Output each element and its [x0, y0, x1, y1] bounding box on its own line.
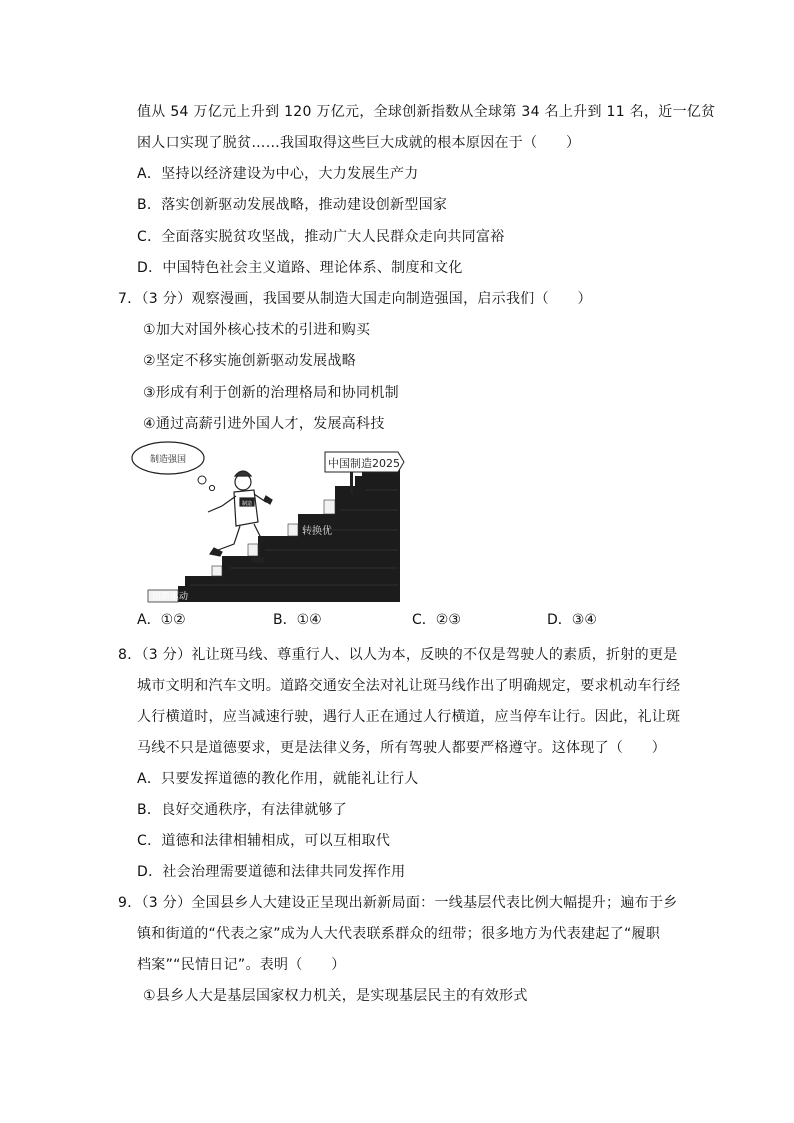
q6-option-d: D．中国特色社会主义道路、理论体系、制度和文化 — [137, 260, 463, 276]
staircase-cartoon — [130, 440, 412, 608]
step-label-bottom: 创新驱动 — [152, 592, 189, 602]
q6-option-b: B．落实创新驱动发展战略，推动建设创新型国家 — [137, 197, 448, 213]
q7-item-1: ①加大对国外核心技术的引进和购买 — [143, 322, 371, 338]
q6-line-1: 值从 54 万亿元上升到 120 万亿元，全球创新指数从全球第 34 名上升到 11 名，近一亿贫 — [137, 104, 716, 120]
step-label-mid: 转换优 — [302, 526, 332, 537]
q9-stem-line-3: 档案”“民情日记”。表明（ ） — [137, 957, 346, 973]
q6-option-c: C．全面落实脱贫攻坚战，推动广大人民群众走向共同富裕 — [137, 229, 505, 245]
q7-choice-d[interactable]: D．③④ — [547, 612, 597, 628]
q6-option-a: A．坚持以经济建设为中心，大力发展生产力 — [137, 166, 419, 182]
q7-stem: 7．（3 分）观察漫画，我国要从制造大国走向制造强国，启示我们（ ） — [118, 291, 592, 307]
worker-badge: 制造 — [242, 501, 253, 507]
q9-stem-line-1: 9．（3 分）全国县乡人大建设正呈现出新新局面：一线基层代表比例大幅提升；遍布于乡 — [118, 895, 678, 911]
q8-option-c: C．道德和法律相辅相成，可以互相取代 — [137, 833, 391, 849]
sign-text: 中国制造2025 — [328, 457, 400, 470]
q8-option-a: A．只要发挥道德的教化作用，就能礼让行人 — [137, 771, 419, 787]
q8-stem-line-3: 人行横道时，应当减速行驶，遇行人正在通过人行横道，应当停车让行。因此，礼让斑 — [137, 709, 681, 725]
q9-stem-line-2: 镇和街道的“代表之家”成为人大代表联系群众的纽带；很多地方为代表建起了“履职 — [137, 926, 661, 942]
q7-item-4: ④通过高薪引进外国人才，发展高科技 — [143, 416, 385, 432]
staircase — [148, 468, 400, 602]
q8-stem-line-4: 马线不只是道德要求，更是法律义务，所有驾驶人都要严格遵守。这体现了（ ） — [137, 740, 667, 756]
q6-line-2: 困人口实现了脱贫……我国取得这些巨大成就的根本原因在于（ ） — [137, 135, 581, 151]
q8-stem-line-2: 城市文明和汽车文明。道路交通安全法对礼让斑马线作出了明确规定，要求机动车行经 — [137, 678, 681, 694]
q7-item-3: ③形成有利于创新的治理格局和协同机制 — [143, 385, 399, 401]
thought-bubble — [132, 442, 215, 491]
q8-option-d: D．社会治理需要道德和法律共同发挥作用 — [137, 864, 406, 880]
bubble-text: 制造强国 — [149, 455, 187, 465]
q7-choice-c[interactable]: C．②③ — [412, 612, 461, 628]
q7-choice-a[interactable]: A．①② — [137, 612, 186, 628]
q8-stem-line-1: 8．（3 分）礼让斑马线、尊重行人、以人为本，反映的不仅是驾驶人的素质，折射的更是 — [118, 647, 678, 663]
q9-item-1: ①县乡人大是基层国家权力机关，是实现基层民主的有效形式 — [143, 988, 528, 1004]
q8-option-b: B．良好交通秩序，有法律就够了 — [137, 802, 348, 818]
q7-choice-b[interactable]: B．①④ — [273, 612, 322, 628]
q7-choices — [137, 609, 637, 631]
q7-item-2: ②坚定不移实施创新驱动发展战略 — [143, 353, 357, 369]
